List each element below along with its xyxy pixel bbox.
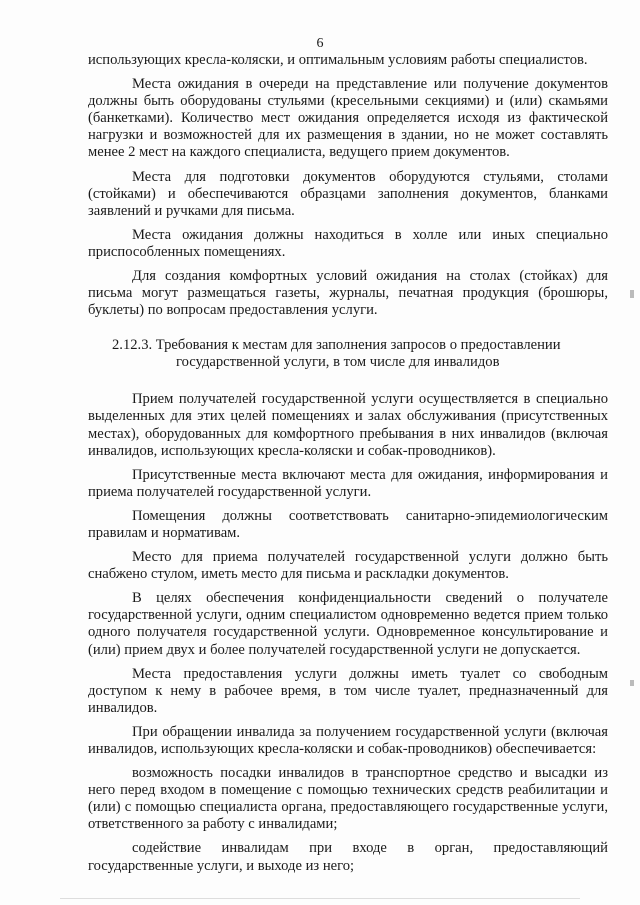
list-item-paragraph: возможность посадки инвалидов в транспортное средство и высадки из него перед входом в помещение с помощью технических средств реабилитации и (или) с помощью специалиста органа, предоставляющего государственные услуги, ответственного за работу с инвалидами; bbox=[88, 765, 608, 833]
paragraph: При обращении инвалида за получением государственной услуги (включая инвалидов, использующих кресла-коляски и собак-проводников) обеспечивается: bbox=[88, 723, 608, 757]
paragraph: В целях обеспечения конфиденциальности сведений о получателе государственной услуги, одним специалистом одновременно ведется прием только одного получателя государственной услуги. Одновременное консультирование и (или) прием двух и более получателей государственной услуги не допускается. bbox=[88, 590, 608, 658]
section-heading bbox=[112, 337, 608, 371]
paragraph: Места ожидания должны находиться в холле или иных специально приспособленных помещениях. bbox=[88, 226, 608, 260]
paragraph: Место для приема получателей государственной услуги должно быть снабжено стулом, иметь место для письма и раскладки документов. bbox=[88, 549, 608, 583]
document-body bbox=[88, 52, 608, 882]
scan-margin-mark bbox=[630, 290, 634, 298]
paragraph: Для создания комфортных условий ожидания на столах (стойках) для письма могут размещаться газеты, журналы, печатная продукция (брошюры, буклеты) по вопросам предоставления услуги. bbox=[88, 268, 608, 319]
paragraph: Места для подготовки документов оборудуются стульями, столами (стойками) и обеспечиваются образцами заполнения документов, бланками заявлений и ручками для письма. bbox=[88, 168, 608, 219]
scan-bottom-edge bbox=[60, 898, 580, 899]
paragraph: Присутственные места включают места для ожидания, информирования и приема получателей государственной услуги. bbox=[88, 466, 608, 500]
scan-margin-mark bbox=[630, 680, 634, 686]
paragraph: Места предоставления услуги должны иметь туалет со свободным доступом к нему в рабочее время, в том числе туалет, предназначенный для инвалидов. bbox=[88, 665, 608, 716]
section-heading-line-2: государственной услуги, в том числе для инвалидов bbox=[176, 354, 500, 371]
paragraph: Места ожидания в очереди на представление или получение документов должны быть оборудованы стульями (кресельными секциями) и (или) скамьями (банкетками). Количество мест ожидания определяется исходя из фактической нагрузки и возможностей для их размещения в здании, но не может составлять менее 2 мест на каждого специалиста, ведущего прием документов. bbox=[88, 76, 608, 161]
list-item-paragraph: содействие инвалидам при входе в орган, предоставляющий государственные услуги, и выходе из него; bbox=[88, 840, 608, 874]
page-number: 6 bbox=[316, 36, 324, 51]
section-heading-line-1: 2.12.3. Требования к местам для заполнения запросов о предоставлении bbox=[112, 337, 561, 354]
paragraph: Прием получателей государственной услуги осуществляется в специально выделенных для этих целей помещениях и залах обслуживания (присутственных местах), оборудованных для комфортного пребывания в них инвалидов (включая инвалидов, использующих кресла-коляски и собак-проводников). bbox=[88, 391, 608, 459]
paragraph: использующих кресла-коляски, и оптимальным условиям работы специалистов. bbox=[88, 52, 588, 68]
paragraph: Помещения должны соответствовать санитарно-эпидемиологическим правилам и нормативам. bbox=[88, 507, 608, 541]
